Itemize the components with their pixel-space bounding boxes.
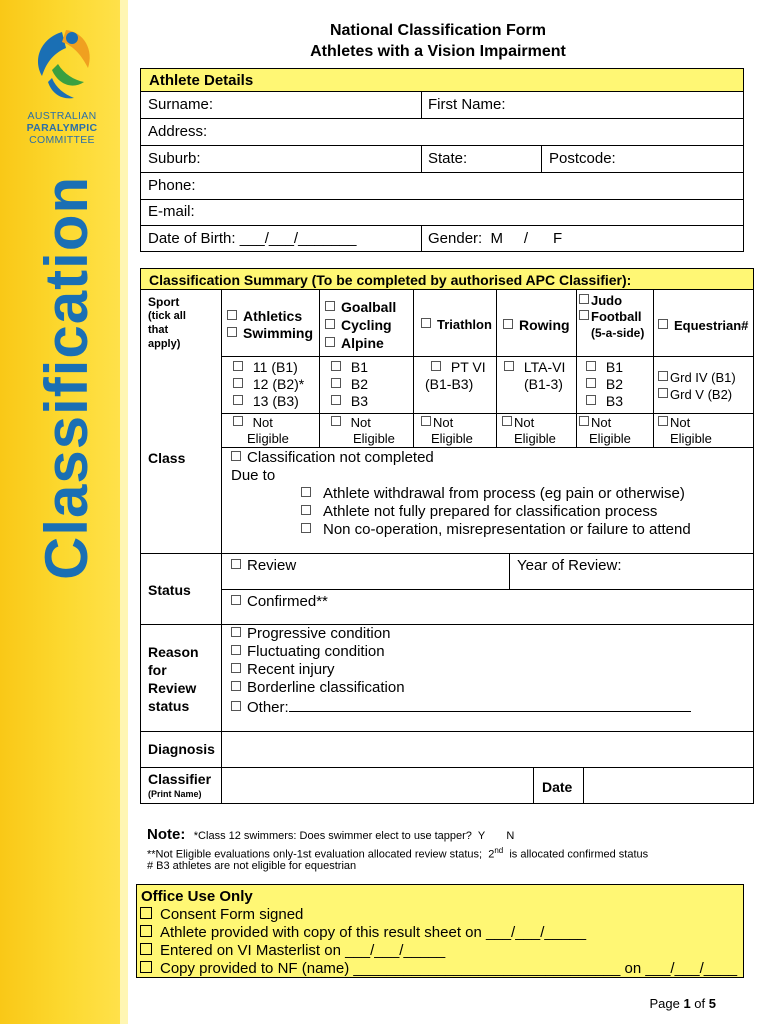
state-field[interactable]: State: — [428, 150, 468, 167]
date-field[interactable] — [585, 769, 751, 801]
checkbox-icon — [227, 310, 237, 320]
review-reasons: Progressive condition Fluctuating condition Recent injury Borderline classification Other: — [231, 625, 691, 717]
checkbox-icon — [503, 319, 513, 329]
due-to-label: Due to — [231, 467, 276, 484]
sidebar-edge — [120, 0, 128, 1024]
notes — [147, 826, 514, 844]
checkbox-judo[interactable]: Judo — [579, 293, 644, 309]
suburb-field[interactable]: Suburb: — [148, 150, 201, 167]
checkbox-icon — [331, 416, 341, 426]
class-options-rowing: LTA-VI (B1-3) — [504, 359, 565, 393]
checkbox-icon — [421, 318, 431, 328]
checkbox-icon — [586, 378, 596, 388]
status-label: Status — [148, 582, 191, 598]
checkbox-icon — [658, 371, 668, 381]
office-item-masterlist[interactable]: Entered on VI Masterlist on ___/___/_____ — [140, 942, 737, 960]
office-item-copy-sheet[interactable]: Athlete provided with copy of this result sheet on ___/___/_____ — [140, 924, 737, 942]
checkbox-icon — [331, 395, 341, 405]
vertical-title: Classification — [33, 175, 100, 580]
not-eligible-triathlon[interactable]: Not Eligible — [421, 415, 473, 447]
checkbox-icon — [325, 319, 335, 329]
note-label: Note: — [147, 826, 186, 843]
gender-field[interactable]: Gender: M / F — [428, 230, 563, 247]
checkbox-icon — [231, 681, 241, 691]
checkbox-icon — [658, 388, 668, 398]
checkbox-icon — [502, 416, 512, 426]
org-name-1: AUSTRALIAN — [27, 110, 97, 122]
not-eligible-equestrian[interactable]: Not Eligible — [658, 415, 712, 447]
classifier-label: Classifier — [148, 771, 212, 787]
checkbox-icon — [231, 701, 241, 711]
checkbox-icon — [325, 337, 335, 347]
sport-goalball-cycling-alpine — [325, 298, 396, 352]
surname-field[interactable]: Surname: — [148, 96, 214, 113]
athlete-details-heading: Athlete Details — [149, 72, 254, 89]
checkbox-athletics[interactable]: Athletics — [227, 308, 313, 325]
checkbox-icon — [301, 523, 311, 533]
phone-field[interactable]: Phone: — [148, 177, 196, 194]
class-options-judo-football: B1 B2 B3 — [586, 359, 623, 410]
class-options-goalball: B1 B2 B3 — [331, 359, 368, 410]
first-name-field[interactable]: First Name: — [428, 96, 506, 113]
sport-label: Sport (tick all that apply) — [148, 295, 186, 350]
classification-summary-table — [140, 268, 754, 804]
diagnosis-label: Diagnosis — [148, 741, 215, 757]
checkbox-icon — [658, 319, 668, 329]
checkbox-icon — [325, 301, 335, 311]
office-item-copy-nf[interactable]: Copy provided to NF (name) ________________________________ on ___/___/____ — [140, 960, 737, 978]
office-use-box — [136, 884, 744, 978]
address-field[interactable]: Address: — [148, 123, 208, 140]
postcode-field[interactable]: Postcode: — [549, 150, 616, 167]
year-of-review-field[interactable]: Year of Review: — [517, 557, 622, 574]
class-label: Class — [148, 450, 186, 466]
checkbox-not-completed[interactable]: Classification not completed — [231, 449, 434, 466]
page-number: Page 1 of 5 — [649, 996, 716, 1011]
checkbox-icon — [301, 487, 311, 497]
checkbox-icon — [233, 361, 243, 371]
checkbox-icon — [231, 663, 241, 673]
classifier-sub-label: (Print Name) — [148, 789, 202, 799]
checkbox-icon — [579, 310, 589, 320]
not-eligible-judo[interactable]: Not Eligible — [579, 415, 631, 447]
date-label: Date — [542, 779, 573, 795]
checkbox-icon — [431, 361, 441, 371]
email-field[interactable]: E-mail: — [148, 203, 195, 220]
checkbox-icon — [586, 395, 596, 405]
checkbox-icon — [233, 395, 243, 405]
checkbox-icon — [421, 416, 431, 426]
checkbox-icon — [233, 416, 243, 426]
checkbox-review[interactable]: Review — [231, 557, 296, 574]
checkbox-swimming[interactable]: Swimming — [227, 325, 313, 342]
checkbox-alpine[interactable]: Alpine — [325, 334, 396, 352]
checkbox-icon — [231, 595, 241, 605]
sport-athletics-swimming — [227, 308, 313, 342]
checkbox-rowing[interactable]: Rowing — [503, 317, 570, 333]
checkbox-icon — [227, 327, 237, 337]
not-eligible-athletics[interactable]: Not Eligible — [233, 415, 289, 447]
athlete-details-table — [140, 68, 744, 252]
checkbox-icon — [233, 378, 243, 388]
checkbox-icon — [579, 416, 589, 426]
checkbox-icon — [579, 294, 589, 304]
checkbox-icon — [504, 361, 514, 371]
diagnosis-field[interactable] — [223, 733, 751, 765]
checkbox-equestrian[interactable]: Equestrian# — [658, 318, 748, 333]
checkbox-icon — [231, 627, 241, 637]
note-line-2: **Not Eligible evaluations only-1st evaluation allocated review status; 2nd is allocated confirmed status — [147, 846, 649, 861]
classifier-name-field[interactable] — [223, 769, 531, 801]
checkbox-icon — [231, 559, 241, 569]
reason-label: Reason for Review status — [148, 644, 199, 714]
office-items — [140, 906, 737, 978]
class-options-triathlon: PT VI (B1-B3) — [425, 359, 486, 392]
checkbox-icon — [140, 943, 152, 955]
not-eligible-goalball[interactable]: Not Eligible — [331, 415, 395, 447]
checkbox-icon — [331, 361, 341, 371]
dob-field[interactable]: Date of Birth: ___/___/_______ — [148, 230, 357, 247]
checkbox-icon — [140, 907, 152, 919]
incomplete-reasons: Athlete withdrawal from process (eg pain or otherwise) Athlete not fully prepared for classification process Non co-operation, misrepresentation or failure to attend — [301, 485, 691, 539]
checkbox-goalball[interactable]: Goalball — [325, 298, 396, 316]
not-eligible-rowing[interactable]: Not Eligible — [502, 415, 556, 447]
form-title: National Classification Form — [329, 22, 547, 39]
class-options-equestrian: Grd IV (B1) Grd V (B2) — [658, 369, 736, 403]
checkbox-icon — [231, 451, 241, 461]
checkbox-confirmed[interactable]: Confirmed** — [231, 593, 328, 610]
paralympic-logo-icon — [22, 24, 100, 104]
office-item-consent[interactable]: Consent Form signed — [140, 906, 737, 924]
org-name-3: COMMITTEE — [29, 134, 95, 146]
checkbox-triathlon[interactable]: Triathlon — [421, 317, 492, 332]
form-subtitle: Athletes with a Vision Impairment — [310, 43, 566, 60]
checkbox-icon — [586, 361, 596, 371]
office-heading: Office Use Only — [141, 888, 253, 905]
checkbox-icon — [231, 645, 241, 655]
checkbox-icon — [140, 925, 152, 937]
org-name-2: PARALYMPIC — [26, 122, 98, 134]
checkbox-icon — [140, 961, 152, 973]
note-line-1: *Class 12 swimmers: Does swimmer elect to use tapper? Y N — [193, 830, 515, 842]
checkbox-football[interactable]: Football — [579, 309, 644, 325]
checkbox-icon — [658, 416, 668, 426]
checkbox-icon — [301, 505, 311, 515]
class-options-athletics: 11 (B1) 12 (B2)* 13 (B3) — [233, 359, 304, 410]
sport-judo-football: Judo Football (5-a-side) — [579, 293, 644, 341]
note-line-3: # B3 athletes are not eligible for equestrian — [147, 860, 357, 872]
checkbox-icon — [331, 378, 341, 388]
checkbox-cycling[interactable]: Cycling — [325, 316, 396, 334]
summary-heading: Classification Summary (To be completed by authorised APC Classifier): — [149, 272, 632, 288]
